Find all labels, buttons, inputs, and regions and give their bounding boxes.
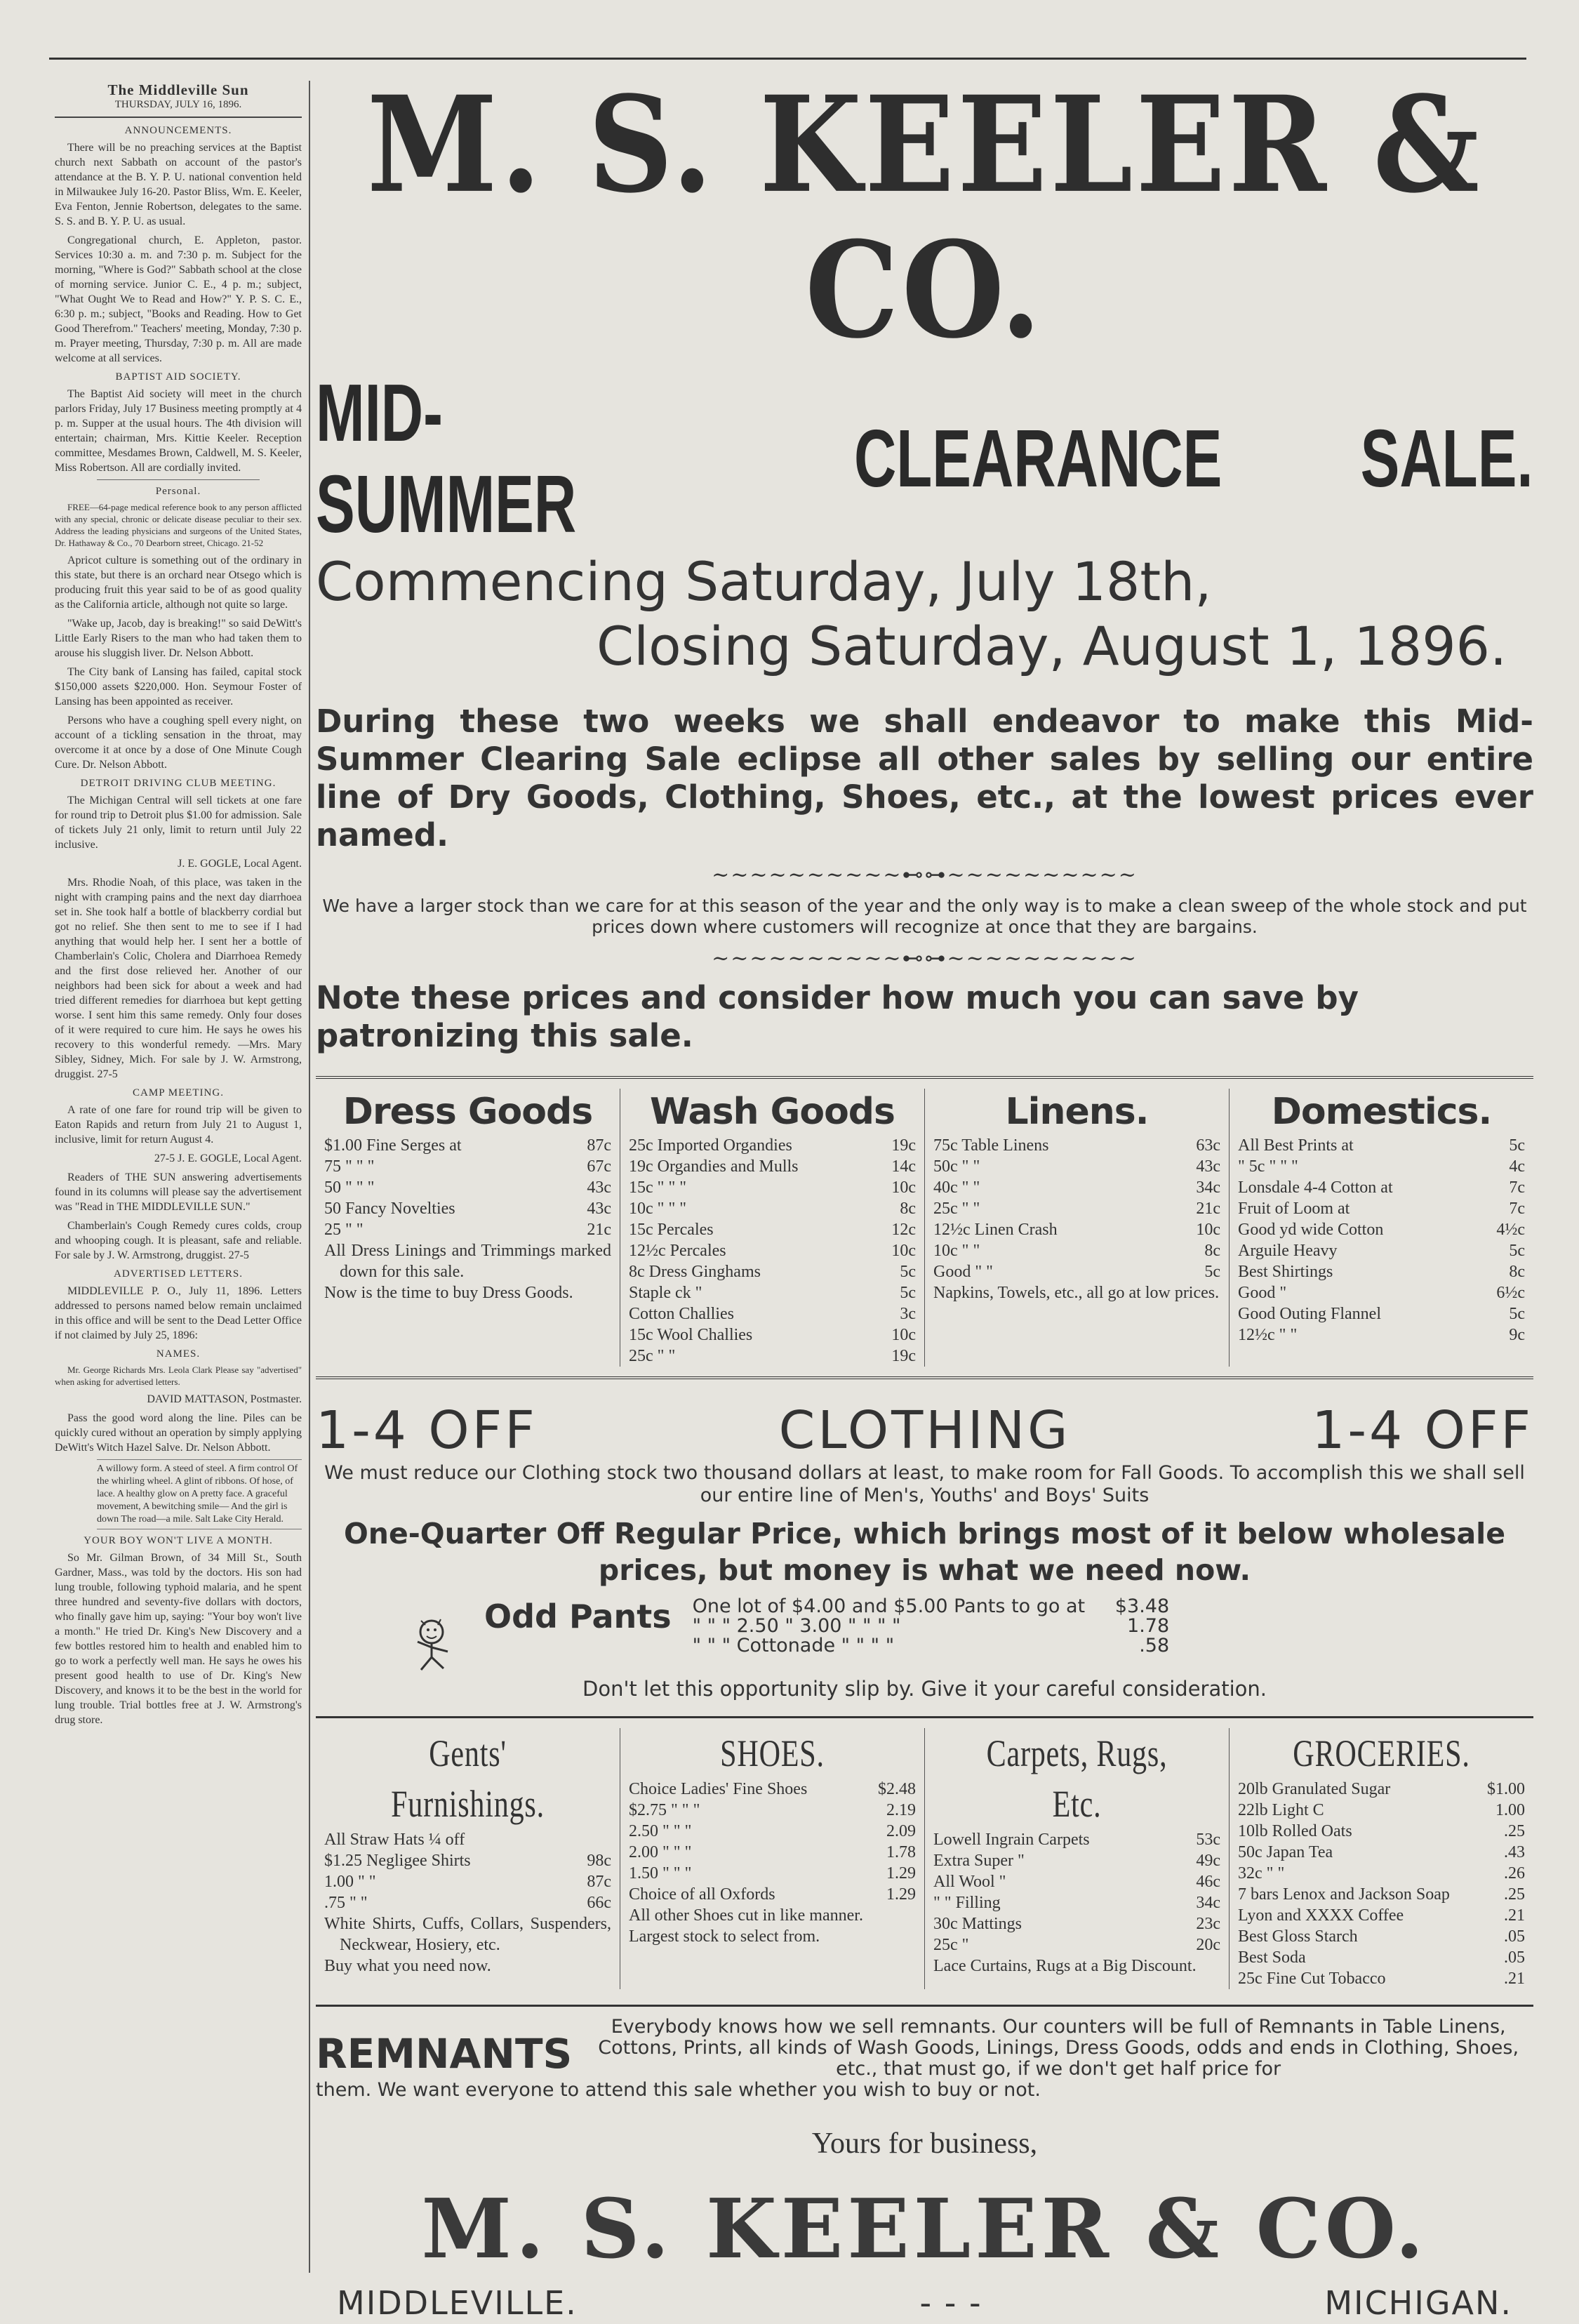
price-row [933,1156,1220,1177]
price-row [933,1934,1220,1956]
item-price: .05 [1504,1927,1525,1946]
flourish-divider: ~~~~~~~~~~⊷⊶~~~~~~~~~~ [712,946,1138,971]
item-description: 12½c " " [1238,1326,1298,1344]
price-row [1238,1842,1525,1863]
item-description: 20lb Granulated Sugar [1238,1780,1391,1798]
item-description: Fruit of Loom at [1238,1200,1350,1218]
price-row [1238,1219,1525,1240]
names-heading: NAMES. [156,1348,201,1360]
department-note: Now is the time to buy Dress Goods. [324,1284,573,1302]
item-description: Cotton Challies [629,1305,734,1323]
price-row [933,1913,1220,1934]
odd-pants-label: Odd Pants [484,1598,672,1635]
issue-date: THURSDAY, JULY 16, 1896. [55,98,302,118]
department-heading: GROCERIES. [1293,1732,1470,1774]
keeler-advertisement [316,66,1533,2324]
item-description: 7 bars Lenox and Jackson Soap [1238,1885,1450,1904]
clothing-text: We must reduce our Clothing stock two thousand dollars at least, to make room for Fall Goods. To accomplish this we shall sell our entire line of Men's, Youths' and Boys' Suits [324,1462,1525,1506]
price-row [933,1829,1220,1850]
price-row [629,1863,916,1884]
department-heading: Carpets, Rugs, Etc. [986,1732,1168,1825]
price-row [1238,1156,1525,1177]
departments-row-1 [316,1089,1533,1367]
item-price: 10c [891,1326,916,1344]
item-description: Choice Ladies' Fine Shoes [629,1780,808,1798]
item-description: " 5c " " " [1238,1157,1298,1176]
price-row [629,1884,916,1905]
department-heading: Domestics. [1271,1091,1492,1133]
odd-pants-prices [693,1597,1170,1656]
odd-pants-desc: One lot of $4.00 and $5.00 Pants to go at [692,1595,1086,1617]
personal-heading: Personal. [155,486,201,497]
item-price: 34c [1196,1894,1220,1912]
item-price: 5c [900,1284,916,1302]
price-row [1238,1303,1525,1324]
department-3 [1230,1089,1533,1367]
item-price: 87c [587,1136,611,1155]
price-row [629,1219,916,1240]
item-description: 1.00 " " [324,1873,376,1891]
department-0 [316,1089,620,1367]
section-rule [316,1376,1533,1379]
item-description: .75 " " [324,1894,368,1912]
price-row [324,1219,611,1240]
item-description: 8c Dress Ginghams [629,1263,761,1281]
price-row [933,1892,1220,1913]
department-0 [316,1728,620,1989]
item-price: 1.29 [886,1885,916,1904]
footer-town: MIDDLEVILLE. [337,2284,578,2322]
item-price: 10c [1196,1221,1220,1239]
quarter-off-right: 1-4 OFF [1312,1400,1533,1461]
section-rule [316,2005,1533,2007]
item-price: 3c [900,1305,916,1323]
odd-pants-block [400,1597,1533,1674]
item-price: 87c [587,1873,611,1891]
footer-location [316,2282,1533,2324]
department-heading: Dress Goods [342,1091,593,1133]
price-row [629,1303,916,1324]
department-note: All Dress Linings and Trimmings marked down for this sale. [324,1242,611,1281]
odd-pants-price: .58 [1139,1635,1170,1656]
item-description: $1.25 Negligee Shirts [324,1852,471,1870]
item-price: 5c [1204,1263,1220,1281]
item-description: 25c Imported Organdies [629,1136,792,1155]
masthead: The Middleville Sun [107,81,249,98]
item-description: 25c " " [933,1200,980,1218]
department-heading: Gents' Furnishings. [391,1732,545,1825]
item-price: 7c [1509,1178,1525,1197]
price-row [324,1850,611,1871]
clothing-word: CLOTHING [778,1400,1071,1461]
price-row [1238,1800,1525,1821]
item-description: Good " " [933,1263,993,1281]
camp-text: A rate of one fare for round trip will be given to Eaton Rapids and return from July 21 to August 1, inclusive, limit for return August 4. [55,1104,302,1146]
chamberlain-text: Chamberlain's Cough Remedy cures colds, croup and whooping cough. It is pleasant, safe and reliable. For sale by J. W. Armstrong, druggist. 27-5 [55,1220,302,1261]
item-description: 1.50 " " " [629,1864,692,1883]
cough-text: Persons who have a coughing spell every night, on account of a tickling sensation in the throat, may overcome it at once by a dose of One Minute Cough Cure. Dr. Nelson Abbott. [55,715,302,771]
price-row [629,1261,916,1282]
department-note: Buy what you need now. [324,1957,491,1975]
store-title: M. S. KEELER & CO. [366,66,1483,368]
item-price: 5c [1509,1305,1525,1323]
item-price: 10c [891,1178,916,1197]
footer-store-name: M. S. KEELER & CO. [421,2182,1428,2277]
boy-text: So Mr. Gilman Brown, of 34 Mill St., South Gardner, Mass., was told by the doctors. His son had lung trouble, following typhoid malaria, and he spent three hundred and seventy-five dollars with doctors, who finally gave him up, saying: "Your boy won't live a month." He tried Dr. King's New Discovery and a few bottles restored him to health and enabled him to go to work a perfectly well man. He says he owes his present good health to use of Dr. King's New Discovery, and knows it to be the best in the world for lung trouble. Trial bottles free at J. W. Armstrong's drug store. [55,1552,302,1726]
item-description: Lowell Ingrain Carpets [933,1831,1090,1849]
sale-banner [316,367,1533,550]
footer-state: MICHIGAN. [1324,2284,1512,2322]
announcement-baptist: There will be no preaching services at the Baptist church next Sabbath on account of the pastor's attendance at the B. Y. P. U. national convention held in Milwaukee July 16-20. Pastor Bliss, Wm. E. Keeler, Eva Fenton, Jennie Robertson, delegates to the same. S. S. and B. Y. P. U. as usual. [55,142,302,227]
item-description: 50 Fancy Novelties [324,1200,455,1218]
item-price: 5c [1509,1136,1525,1155]
quarter-off-text: One-Quarter Off Regular Price, which brings most of it below wholesale prices, but money is what we need now. [343,1517,1506,1587]
item-price: 23c [1196,1915,1220,1933]
odd-pants-row [693,1616,1170,1636]
divider [97,479,260,480]
item-price: .26 [1504,1864,1525,1883]
readers-text: Readers of THE SUN answering advertisements found in its columns will please say the advertisement was "Read in THE MIDDLEVILLE SUN." [55,1171,302,1213]
item-description: Good Outing Flannel [1238,1305,1381,1323]
price-row [629,1282,916,1303]
top-rule [49,58,1526,60]
item-price: 53c [1196,1831,1220,1849]
closing-date: Closing Saturday, August 1, 1896. [597,615,1507,677]
quarter-off-left: 1-4 OFF [316,1400,538,1461]
yours-for-business: Yours for business, [811,2127,1038,2160]
item-description: Staple ck " [629,1284,702,1302]
personal-text: FREE—64-page medical reference book to any person afflicted with any special, chronic or delicate disease peculiar to their sex. Address the leading physicians and surgeons of the United States, Dr. Hathaway & Co., 70 Dearborn street, Chicago. 21-52 [55,502,302,548]
price-row [629,1240,916,1261]
price-row [1238,1926,1525,1947]
section-rule [316,1076,1533,1079]
price-row [1238,1240,1525,1261]
remnants-block [316,2017,1533,2080]
price-row [629,1324,916,1346]
item-price: .05 [1504,1948,1525,1967]
odd-pants-desc: " " " Cottonade " " " " [692,1635,895,1656]
sale-word-sale: SALE. [1361,413,1533,504]
item-price: 12c [891,1221,916,1239]
item-description: $2.75 " " " [629,1801,700,1819]
item-price: 98c [587,1852,611,1870]
item-description: All Straw Hats ¼ off [324,1831,465,1849]
price-row [1238,1905,1525,1926]
item-price: 20c [1196,1936,1220,1954]
item-description: 25 " " [324,1221,364,1239]
price-row [933,1261,1220,1282]
item-description: 50 " " " [324,1178,375,1197]
sale-word-midsummer: MID-SUMMER [316,367,577,550]
item-description: 15c Percales [629,1221,714,1239]
item-description: 15c " " " [629,1178,687,1197]
item-price: 9c [1509,1326,1525,1344]
camp-heading: CAMP MEETING. [133,1087,224,1098]
remnants-label: REMNANTS [316,2030,573,2078]
department-note: Lace Curtains, Rugs at a Big Discount. [933,1957,1197,1975]
price-row [1238,1177,1525,1198]
camp-signature: 27-5 J. E. GOGLE, Local Agent. [154,1153,302,1164]
item-price: 14c [891,1157,916,1176]
announcements-heading: ANNOUNCEMENTS. [124,125,232,136]
detroit-signature: J. E. GOGLE, Local Agent. [178,858,302,870]
odd-pants-price: $3.48 [1114,1595,1170,1617]
item-price: .25 [1504,1822,1525,1840]
item-price: 8c [1509,1263,1525,1281]
item-price: 43c [587,1178,611,1197]
item-price: 19c [891,1136,916,1155]
item-description: 2.00 " " " [629,1843,692,1861]
item-description: 25c " " [629,1347,676,1365]
remnants-last-line: them. We want everyone to attend this sale whether you wish to buy or not. [316,2079,1041,2101]
lead-paragraph: During these two weeks we shall endeavor to make this Mid-Summer Clearing Sale eclipse all other sales by selling our entire line of Dry Goods, Clothing, Shoes, etc., at the lowest prices ever named. [316,703,1533,854]
apricot-text: Apricot culture is something out of the ordinary in this state, but there is an orchard near Otsego which is producing fruit this year said to be of as good quality as the California article, although not quite so large. [55,555,302,611]
item-price: 66c [587,1894,611,1912]
wakeup-text: "Wake up, Jacob, day is breaking!" so said DeWitt's Little Early Risers to the man who had taken them to arouse his sluggish liver. Dr. Nelson Abbott. [55,618,302,659]
item-price: 2.09 [886,1822,916,1840]
price-row [1238,1135,1525,1156]
item-price: .25 [1504,1885,1525,1904]
price-row [629,1198,916,1219]
item-description: 75 " " " [324,1157,375,1176]
item-description: 30c Mattings [933,1915,1022,1933]
price-row [629,1177,916,1198]
odd-pants-desc: " " " 2.50 " 3.00 " " " " [692,1615,901,1637]
item-description: 50c " " [933,1157,980,1176]
item-description: Best Soda [1238,1948,1306,1967]
item-description: 10c " " [933,1242,980,1260]
item-price: 4½c [1496,1221,1525,1239]
department-heading: Wash Goods [650,1091,895,1133]
item-description: 12½c Percales [629,1242,726,1260]
aid-society-text: The Baptist Aid society will meet in the church parlors Friday, July 17 Business meeting promptly at 4 p. m. Supper at the usual hours. The 4th division will entertain; chairman, Mrs. Kittie Keeler. Reception committee, Mesdames Brown, Caldwell, M. S. Keeler, Miss Robertson. All are cordially invited. [55,388,302,474]
remnants-text: Everybody knows how we sell remnants. Our counters will be full of Remnants in Table Linens, Cottons, Prints, all kinds of Wash Goods, Linings, Dress Goods, odds and ends in Clothing, Shoes, etc., that must go, if we don't get half price for [598,2016,1519,2080]
price-row [324,1198,611,1219]
item-price: 67c [587,1157,611,1176]
item-description: Arguile Heavy [1238,1242,1338,1260]
odd-pants-row [693,1636,1170,1656]
flourish-divider: ~~~~~~~~~~⊷⊶~~~~~~~~~~ [712,863,1138,887]
department-note: Largest stock to select from. [629,1927,820,1946]
detroit-text: The Michigan Central will sell tickets at one fare for round trip to Detroit plus $1.00 for admission. Sale of tickets July 21 only, limit to return until July 22 inclusive. [55,795,302,851]
column-rule [309,81,310,2273]
names-text: Mr. George Richards Mrs. Leola Clark Please say "advertised" when asking for advertised letters. [55,1364,302,1387]
item-description: 19c Organdies and Mulls [629,1157,799,1176]
price-row [1238,1884,1525,1905]
boy-heading: YOUR BOY WON'T LIVE A MONTH. [84,1535,273,1546]
item-description: 25c Fine Cut Tobacco [1238,1970,1386,1988]
item-price: 34c [1196,1178,1220,1197]
item-price: 2.19 [886,1801,916,1819]
price-row [1238,1282,1525,1303]
item-price: 19c [891,1347,916,1365]
bicycle-poem: A willowy form. A steed of steel. A firm control Of the whirling wheel. A glint of ribbons. Of hose, of lace. A healthy glow on A pretty face. A graceful movement, A bewitching smile— And the girl is down The road—a mile. Salt Lake City Herald. [97,1459,302,1529]
item-price: $1.00 [1487,1780,1525,1798]
noah-text: Mrs. Rhodie Noah, of this place, was taken in the night with cramping pains and the next day diarrhoea set in. She took half a bottle of blackberry cordial but got no relief. She then sent to me to see if I had anything that would help her. I sent her a bottle of Chamberlain's Colic, Cholera and Diarrhoea Remedy and the first dose relieved her. Another of our neighbors had been sick for about a week and had tried different remedies for diarrhoea but kept getting worse. I sent him this same remedy. Only four doses of it were required to cure him. He says he owes his recovery to this wonderful remedy. —Mrs. Mary Sibley, Sidney, Mich. For sale by J. W. Armstrong, druggist. 27-5 [55,877,302,1080]
item-price: 6½c [1496,1284,1525,1302]
item-price: 1.29 [886,1864,916,1883]
price-row [933,1850,1220,1871]
item-description: Good " [1238,1284,1287,1302]
section-rule [316,1716,1533,1718]
item-price: .21 [1504,1970,1525,1988]
odd-pants-row [693,1597,1170,1616]
item-description: 12½c Linen Crash [933,1221,1058,1239]
item-price: 21c [587,1221,611,1239]
price-row [629,1346,916,1367]
postmaster-signature: DAVID MATTASON, Postmaster. [147,1393,302,1405]
price-row [1238,1947,1525,1968]
item-description: Lonsdale 4-4 Cotton at [1238,1178,1393,1197]
item-description: 25c " [933,1936,969,1954]
letters-text: MIDDLEVILLE P. O., July 11, 1896. Letters addressed to persons named below remain unclaimed in this office and will be sent to the Dead Letter Office if not claimed by July 25, 1896: [55,1285,302,1341]
item-price: 49c [1196,1852,1220,1870]
item-description: All Best Prints at [1238,1136,1354,1155]
price-row [1238,1198,1525,1219]
departments-row-2 [316,1728,1533,1989]
item-price: 8c [1204,1242,1220,1260]
item-price: 10c [891,1242,916,1260]
price-row [933,1219,1220,1240]
item-description: 15c Wool Challies [629,1326,753,1344]
department-note: Napkins, Towels, etc., all go at low prices. [933,1284,1220,1302]
item-price: 7c [1509,1200,1525,1218]
item-price: 21c [1196,1200,1220,1218]
department-1 [620,1728,925,1989]
note-paragraph: Note these prices and consider how much you can save by patronizing this sale. [316,979,1359,1054]
department-note: All other Shoes cut in like manner. [629,1906,863,1925]
item-description: 32c " " [1238,1864,1285,1883]
price-row [324,1135,611,1156]
item-description: 10c " " " [629,1200,687,1218]
citybank-text: The City bank of Lansing has failed, capital stock $150,000 assets $220,000. Hon. Seymour Foster of Lansing has been appointed as receiver. [55,666,302,708]
item-price: 63c [1196,1136,1220,1155]
price-row [1238,1863,1525,1884]
item-price: .21 [1504,1906,1525,1925]
price-row [933,1240,1220,1261]
price-row [324,1871,611,1892]
item-price: 1.00 [1495,1801,1525,1819]
item-description: All Wool " [933,1873,1006,1891]
price-row [1238,1324,1525,1346]
item-description: 40c " " [933,1178,980,1197]
department-2 [925,1728,1230,1989]
running-figure-icon [400,1611,463,1674]
item-price: $2.48 [878,1780,916,1798]
price-row [1238,1968,1525,1989]
item-description: 10lb Rolled Oats [1238,1822,1352,1840]
price-row [629,1800,916,1821]
price-row [933,1177,1220,1198]
item-description: $1.00 Fine Serges at [324,1136,462,1155]
item-price: 46c [1196,1873,1220,1891]
item-description: Extra Super " [933,1852,1025,1870]
announcement-congregational: Congregational church, E. Appleton, pastor. Services 10:30 a. m. and 7:30 p. m. Subject for the morning, "Where is God?" Sabbath school at the close of morning service. Junior C. E., 4 p. m.; subject, "What Ought We to Read and How?" Y. P. S. C. E., 6:30 p. m.; subject, "Books and Reading. How to Get Good Therefrom." Teachers' meeting, Monday, 7:30 p. m. Prayer meeting, Thursday, 7:30 p. m. All are made welcome at all services. [55,234,302,364]
letters-heading: ADVERTISED LETTERS. [114,1268,243,1280]
item-description: 50c Japan Tea [1238,1843,1333,1861]
sale-word-clearance: CLEARANCE [854,413,1222,504]
department-heading: Linens. [1005,1091,1149,1133]
price-row [629,1135,916,1156]
item-price: 43c [1196,1157,1220,1176]
item-price: 1.78 [886,1843,916,1861]
item-price: 5c [1509,1242,1525,1260]
odd-pants-price: 1.78 [1127,1615,1170,1637]
left-news-column [55,83,302,1732]
price-row [629,1779,916,1800]
department-2 [925,1089,1230,1367]
item-description: 2.50 " " " [629,1822,692,1840]
stock-paragraph: We have a larger stock than we care for at this season of the year and the only way is to make a clean sweep of the whole stock and put prices down where customers will recognize at once that they are bargains. [322,896,1527,937]
dont-let-text: Don't let this opportunity slip by. Give it your careful consideration. [582,1677,1267,1701]
price-row [629,1156,916,1177]
item-description: Good yd wide Cotton [1238,1221,1384,1239]
price-row [1238,1261,1525,1282]
department-heading: SHOES. [720,1732,825,1774]
witch-hazel-text: Pass the good word along the line. Piles can be quickly cured without an operation by simply applying DeWitt's Witch Hazel Salve. Dr. Nelson Abbott. [55,1412,302,1454]
price-row [933,1871,1220,1892]
price-row [933,1135,1220,1156]
price-row [629,1842,916,1863]
item-description: Choice of all Oxfords [629,1885,775,1904]
aid-society-heading: BAPTIST AID SOCIETY. [115,371,241,383]
price-row [1238,1821,1525,1842]
detroit-heading: DETROIT DRIVING CLUB MEETING. [80,778,277,789]
price-row [324,1156,611,1177]
footer-dashes: - - - [919,2284,982,2322]
item-price: 5c [900,1263,916,1281]
item-description: " " Filling [933,1894,1001,1912]
item-description: Lyon and XXXX Coffee [1238,1906,1404,1925]
department-3 [1230,1728,1533,1989]
item-description: Best Shirtings [1238,1263,1333,1281]
price-row [933,1198,1220,1219]
item-price: 8c [900,1200,916,1218]
price-row [629,1821,916,1842]
department-1 [620,1089,925,1367]
price-row [324,1892,611,1913]
item-price: 4c [1509,1157,1525,1176]
item-description: 22lb Light C [1238,1801,1324,1819]
price-row [324,1829,611,1850]
clothing-banner [316,1399,1533,1462]
item-price: .43 [1504,1843,1525,1861]
price-row [324,1177,611,1198]
item-description: Best Gloss Starch [1238,1927,1358,1946]
item-price: 43c [587,1200,611,1218]
item-description: 75c Table Linens [933,1136,1049,1155]
price-row [1238,1779,1525,1800]
department-note: White Shirts, Cuffs, Collars, Suspenders, Neckwear, Hosiery, etc. [324,1915,611,1954]
commencing-date: Commencing Saturday, July 18th, [316,550,1212,613]
